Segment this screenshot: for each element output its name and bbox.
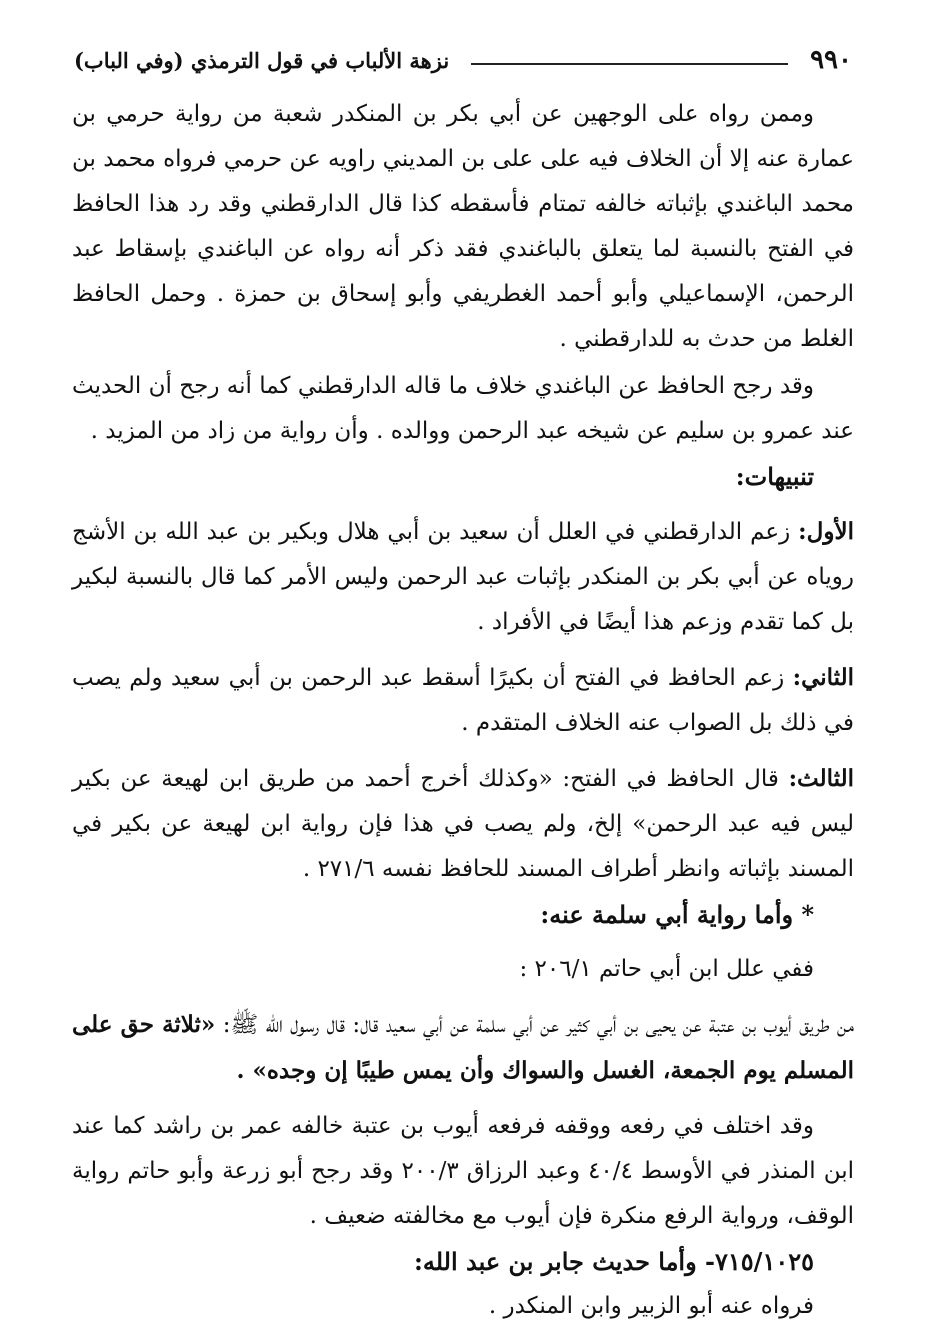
note-first bbox=[72, 509, 854, 645]
hadith-chain: من طريق أيوب بن عتبة عن يحيى بن أبي كثير عن أبي سلمة عن أبي سعيد قال: قال رسول الله ﷺ: bbox=[215, 1012, 854, 1038]
note-first-label: الأول: bbox=[798, 518, 854, 545]
section-heading-tanbihat: تنبيهات: bbox=[735, 462, 814, 491]
note-second-text: زعم الحافظ في الفتح أن بكيرًا أسقط عبد الرحمن بن أبي سعيد ولم يصب في ذلك بل الصواب عنه الخلاف المتقدم . bbox=[72, 665, 854, 736]
section-heading-abu-salama: * وأما رواية أبي سلمة عنه: bbox=[540, 900, 814, 929]
page-header bbox=[74, 40, 852, 80]
hadith-paragraph bbox=[72, 1002, 854, 1094]
paragraph-narrators: فرواه عنه أبو الزبير وابن المنكدر . bbox=[488, 1293, 814, 1319]
page-number: ٩٩٠ bbox=[810, 45, 852, 75]
note-first-text: زعم الدارقطني في العلل أن سعيد بن أبي هلال وبكير بن عبد الله بن الأشج روياه عن أبي بكر بن المنكدر بإثبات عبد الرحمن وليس الأمر كما قال بالنسبة لبكير بل كما تقدم وزعم هذا أيضًا في الأفراد . bbox=[72, 519, 854, 635]
note-third-text: قال الحافظ في الفتح: «وكذلك أخرج أحمد من طريق ابن لهيعة عن بكير ليس فيه عبد الرحمن» إلخ، ولم يصب في هذا فإن رواية ابن لهيعة عن بكير في المسند بإثباته وانظر أطراف المسند للحافظ نفسه ٢٧١/٦ . bbox=[72, 766, 854, 882]
paragraph-disagreement: وقد اختلف في رفعه ووقفه فرفعه أيوب بن عتبة خالفه عمر بن راشد كما عند ابن المنذر في الأوسط ٤٠/٤ وعبد الرزاق ٢٠٠/٣ وقد رجح أبو زرعة وأبو حاتم رواية الوقف، ورواية الرفع منكرة فإن أيوب مع مخالفته ضعيف . bbox=[72, 1113, 854, 1229]
section-heading-jabir: ٧١٥/١٠٢٥- وأما حديث جابر بن عبد الله: bbox=[413, 1247, 814, 1276]
note-third-label: الثالث: bbox=[788, 765, 854, 792]
note-second-label: الثاني: bbox=[792, 664, 854, 691]
note-third bbox=[72, 756, 854, 892]
ilal-reference-line: ففي علل ابن أبي حاتم ٢٠٦/١ : bbox=[519, 956, 814, 982]
page-body bbox=[72, 92, 854, 1329]
running-title: نزهة الألباب في قول الترمذي (وفي الباب) bbox=[74, 47, 450, 73]
paragraph-hafiz-preference: وقد رجح الحافظ عن الباغندي خلاف ما قاله الدارقطني كما أنه رجح أن الحديث عند عمرو بن سليم عن شيخه عبد الرحمن ووالده . وأن رواية من زاد من المزيد . bbox=[72, 373, 854, 444]
hadith-text: «ثلاثة حق على المسلم يوم الجمعة، الغسل والسواك وأن يمس طيبًا إن وجده» . bbox=[72, 1011, 854, 1084]
paragraph-shuba-narration: وممن رواه على الوجهين عن أبي بكر بن المنكدر شعبة من رواية حرمي بن عمارة عنه إلا أن الخلاف فيه على على بن المديني راويه عن حرمي فرواه محمد بن محمد الباغندي بإثباته خالفه تمتام فأسقطه كذا قال الدارقطني وقد رد هذا الحافظ في الفتح بالنسبة لما يتعلق بالباغندي فقد ذكر أنه رواه عن الباغندي بإسقاط عبد الرحمن، الإسماعيلي وأبو أحمد الغطريفي وأبو إسحاق بن حمزة . وحمل الحافظ الغلط من حدث به للدارقطني . bbox=[72, 101, 854, 352]
header-rule bbox=[471, 63, 788, 65]
note-second bbox=[72, 655, 854, 746]
